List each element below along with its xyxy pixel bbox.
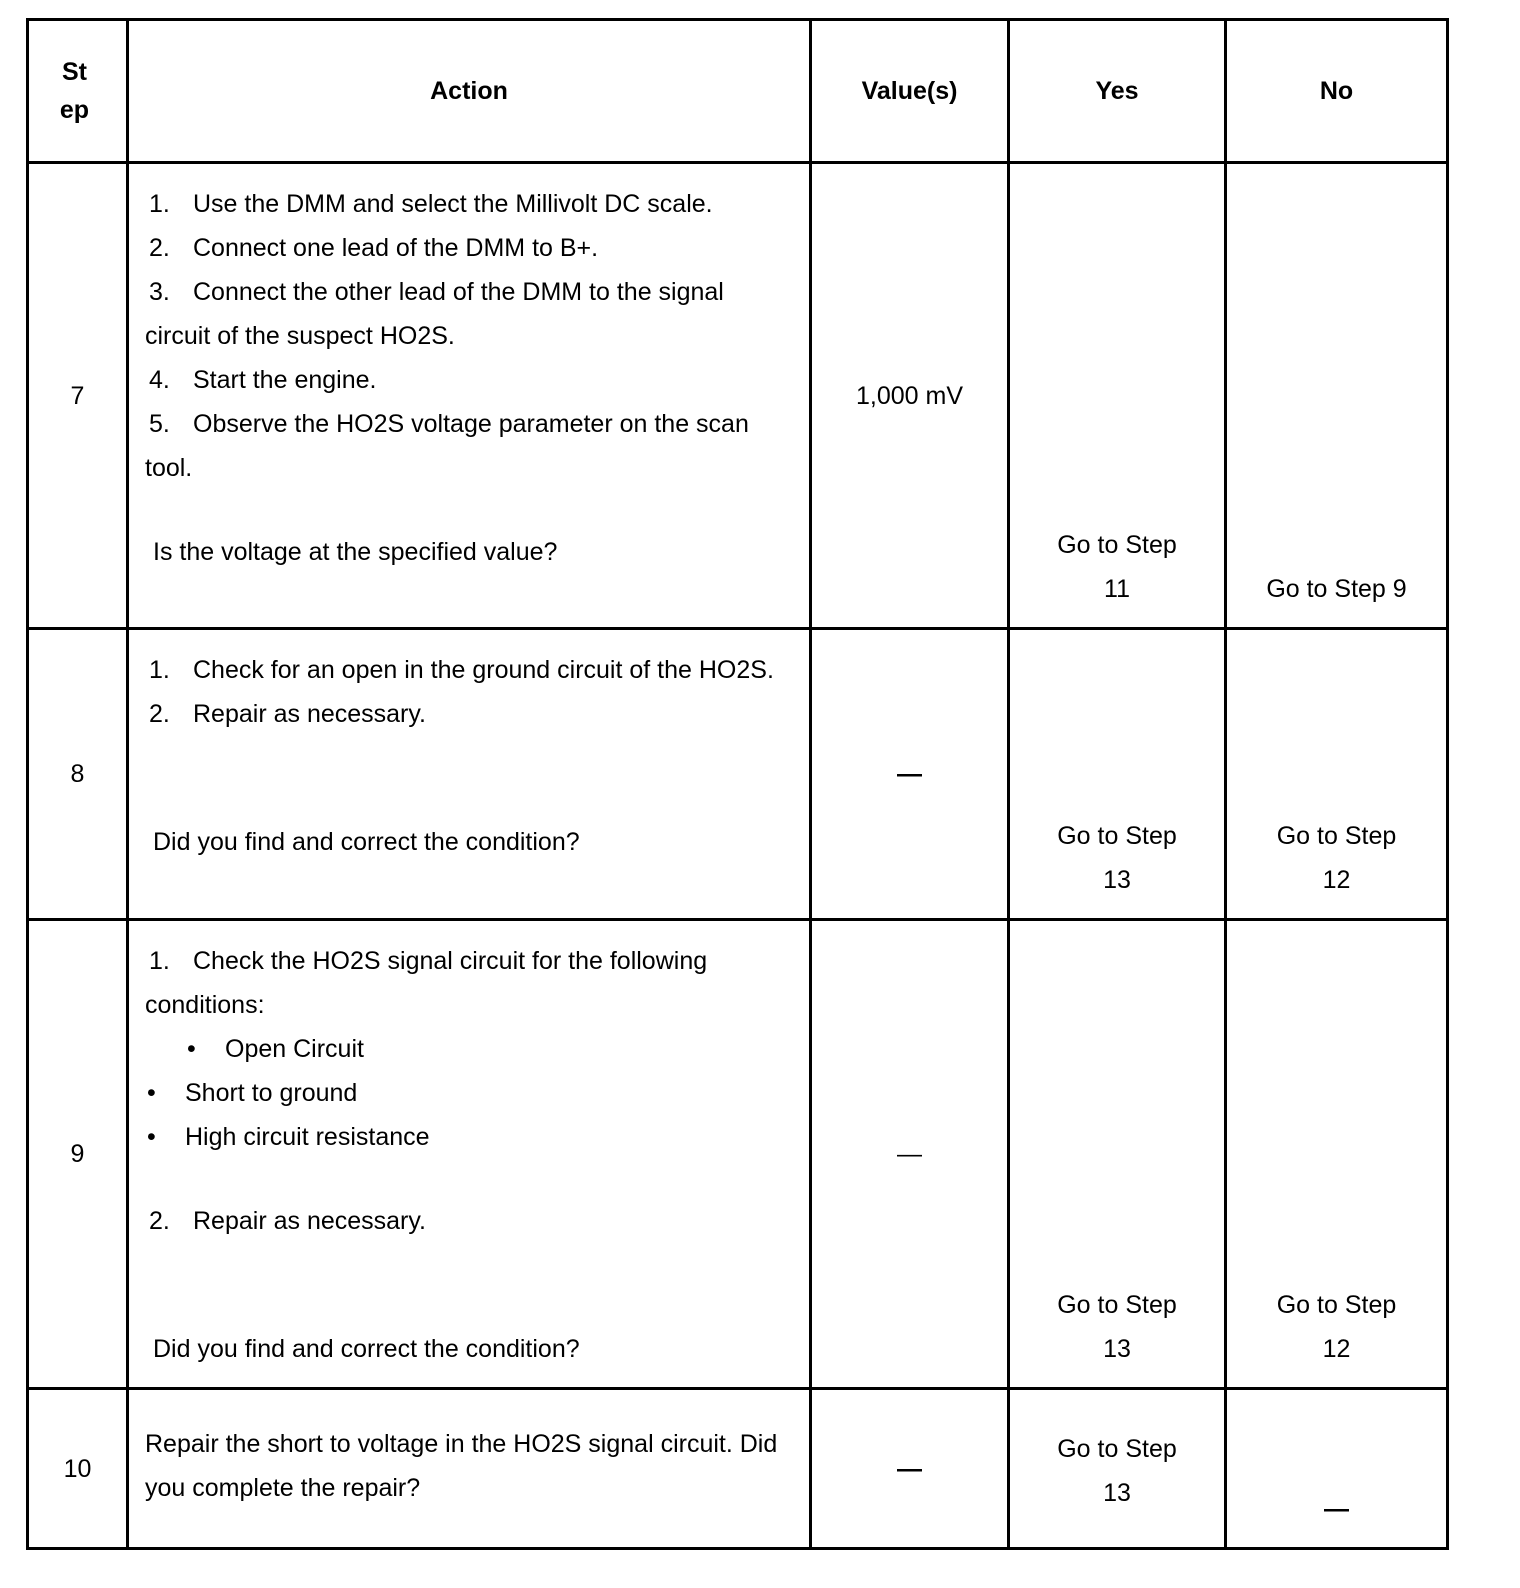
no-cell: Go to Step 9 [1226,163,1448,629]
table-row [28,629,1448,920]
table-row [28,1389,1448,1549]
item-text: Repair as necessary. [193,1207,426,1235]
question-text: Is the voltage at the specified value? [153,538,558,566]
yes-cell [1009,163,1226,629]
item-text: Start the engine. [193,366,377,394]
list-item [145,402,793,490]
list-item [145,648,793,692]
yes-cell [1009,920,1226,1389]
step-number: 10 [28,1389,128,1549]
item-number: 4. [149,366,170,394]
header-values: Value(s) [811,20,1009,163]
question-text: Did you find and correct the condition? [153,828,580,856]
item-number: 5. [149,410,170,438]
no-text: Go to Step 12 [1276,822,1397,894]
header-step [28,20,128,163]
list-item [145,1027,793,1071]
item-text: Observe the HO2S voltage parameter on the scan tool. [145,410,749,482]
item-text: Check the HO2S signal circuit for the following conditions: [145,947,708,1019]
item-text: Short to ground [185,1079,358,1107]
yes-cell [1009,629,1226,920]
list-item [145,1115,793,1159]
header-step-label: St ep [59,58,90,124]
action-cell [128,163,811,629]
item-text: Repair as necessary. [193,700,426,728]
yes-text: Go to Step 11 [1057,531,1177,603]
no-cell: — [1226,1389,1448,1549]
action-cell [128,920,811,1389]
yes-text: Go to Step 13 [1057,822,1177,894]
action-cell [128,629,811,920]
no-cell [1226,629,1448,920]
value-cell: — [811,920,1009,1389]
item-text: Connect one lead of the DMM to B+. [193,234,599,262]
header-row [28,20,1448,163]
diagnostic-table [26,18,1449,1550]
step-number: 8 [28,629,128,920]
step-number: 7 [28,163,128,629]
header-yes: Yes [1009,20,1226,163]
question-text: Did you find and correct the condition? [153,1335,580,1363]
header-action: Action [128,20,811,163]
list-item [145,182,793,226]
bullet-icon: • [187,1035,196,1063]
yes-text: Go to Step 13 [1057,1434,1177,1507]
table-row [28,920,1448,1389]
item-number: 3. [149,278,170,306]
item-text: Open Circuit [225,1035,364,1063]
yes-cell [1009,1389,1226,1549]
item-text: Connect the other lead of the DMM to the signal circuit of the suspect HO2S. [145,278,724,350]
item-number: 2. [149,234,170,262]
item-number: 1. [149,947,170,975]
value-cell: 1,000 mV [811,163,1009,629]
list-item [145,1199,793,1243]
list-item [145,1071,793,1115]
header-no: No [1226,20,1448,163]
item-text: Check for an open in the ground circuit of the HO2S. [193,656,774,684]
list-item [145,939,793,1027]
list-item [145,692,793,736]
item-number: 2. [149,1207,170,1235]
list-item [145,358,793,402]
value-cell: — [811,629,1009,920]
step-number: 9 [28,920,128,1389]
item-number: 1. [149,190,170,218]
action-cell: Repair the short to voltage in the HO2S signal circuit. Did you complete the repair? [128,1389,811,1549]
no-cell [1226,920,1448,1389]
list-item [145,226,793,270]
yes-text: Go to Step 13 [1057,1291,1177,1363]
value-cell: — [811,1389,1009,1549]
item-number: 2. [149,700,170,728]
list-item [145,270,793,358]
bullet-icon: • [147,1079,156,1107]
table-row [28,163,1448,629]
item-text: Use the DMM and select the Millivolt DC scale. [193,190,713,218]
item-text: High circuit resistance [185,1123,430,1151]
bullet-icon: • [147,1123,156,1151]
no-text: Go to Step 12 [1276,1291,1397,1363]
item-number: 1. [149,656,170,684]
